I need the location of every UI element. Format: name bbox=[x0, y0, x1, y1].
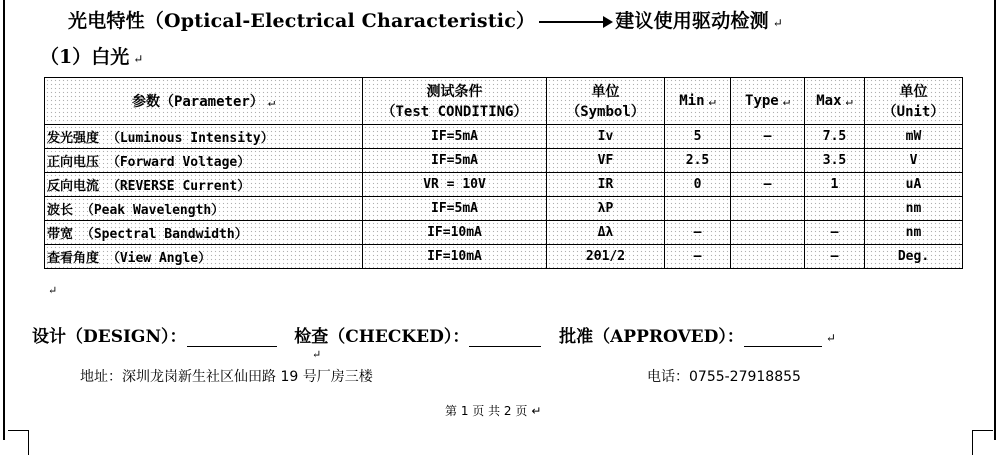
checked-label: 检查（CHECKED）： bbox=[294, 327, 470, 347]
cell-unit: uA bbox=[865, 173, 963, 197]
cell-min: 0 bbox=[665, 173, 731, 197]
cell-min: — bbox=[665, 245, 731, 269]
cell-min: 5 bbox=[665, 125, 731, 149]
cell-type: — bbox=[731, 125, 805, 149]
cell-condition: IF=5mA bbox=[363, 197, 547, 221]
cell-unit: mW bbox=[865, 125, 963, 149]
section-heading-text: （1）白光 bbox=[40, 46, 130, 68]
arrow-right-icon bbox=[539, 21, 611, 23]
cell-max: 7.5 bbox=[805, 125, 865, 149]
cell-max: — bbox=[805, 245, 865, 269]
cell-max: — bbox=[805, 221, 865, 245]
cell-type bbox=[731, 197, 805, 221]
approved-field[interactable] bbox=[744, 328, 822, 347]
cell-symbol: Iv bbox=[547, 125, 665, 149]
table-row bbox=[45, 221, 963, 245]
cell-max bbox=[805, 197, 865, 221]
characteristics-table bbox=[44, 77, 963, 269]
table-row bbox=[45, 245, 963, 269]
footer-phone: 电话：0755-27918855 bbox=[647, 369, 801, 385]
footer-address: 地址：深圳龙岗新生社区仙田路 19 号厂房三楼 bbox=[80, 369, 373, 385]
cell-unit: Deg. bbox=[865, 245, 963, 269]
header-min: Min ↵ bbox=[665, 78, 731, 125]
cell-condition: IF=5mA bbox=[363, 125, 547, 149]
cell-symbol: VF bbox=[547, 149, 665, 173]
paragraph-mark-icon: ↵ bbox=[133, 52, 144, 66]
table-row bbox=[45, 197, 963, 221]
cell-condition: IF=10mA bbox=[363, 245, 547, 269]
page-left-border bbox=[3, 0, 5, 440]
cell-condition: VR = 10V bbox=[363, 173, 547, 197]
cell-min: — bbox=[665, 221, 731, 245]
header-parameter: 参数（Parameter） ↵ bbox=[45, 78, 363, 125]
title-suffix: 建议使用驱动检测 bbox=[615, 10, 769, 32]
cell-unit: nm bbox=[865, 221, 963, 245]
approved-label: 批准（APPROVED）： bbox=[559, 327, 744, 347]
design-field[interactable] bbox=[187, 328, 277, 347]
header-max: Max ↵ bbox=[805, 78, 865, 125]
cell-type: — bbox=[731, 173, 805, 197]
cell-min bbox=[665, 197, 731, 221]
cell-condition: IF=5mA bbox=[363, 149, 547, 173]
header-test-condition: 测试条件 （Test CONDITING） bbox=[363, 78, 547, 125]
cell-param: 查看角度 （View Angle） bbox=[45, 245, 363, 269]
table-row bbox=[45, 125, 963, 149]
cell-symbol: 2θ1/2 bbox=[547, 245, 665, 269]
cell-param: 正向电压 （Forward Voltage） bbox=[45, 149, 363, 173]
document-title bbox=[68, 6, 783, 33]
cell-param: 带宽 （Spectral Bandwidth） bbox=[45, 221, 363, 245]
cell-symbol: IR bbox=[547, 173, 665, 197]
header-unit: 单位 （Unit） bbox=[865, 78, 963, 125]
paragraph-mark-icon: ↵ bbox=[312, 348, 322, 361]
paragraph-mark-icon: ↵ bbox=[772, 16, 784, 30]
header-symbol: 单位 （Symbol） bbox=[547, 78, 665, 125]
section-heading bbox=[40, 42, 143, 69]
page-corner-mark-left bbox=[8, 430, 29, 455]
signature-line bbox=[32, 322, 836, 347]
page-corner-mark-right bbox=[972, 430, 993, 455]
paragraph-mark-icon: ↵ bbox=[825, 331, 836, 345]
table-header-row bbox=[45, 78, 963, 125]
cell-max: 1 bbox=[805, 173, 865, 197]
cell-param: 波长 （Peak Wavelength） bbox=[45, 197, 363, 221]
cell-unit: nm bbox=[865, 197, 963, 221]
page-right-border bbox=[994, 0, 996, 440]
cell-type bbox=[731, 221, 805, 245]
cell-symbol: λP bbox=[547, 197, 665, 221]
page-number: 第 1 页 共 2 页 ↵ bbox=[445, 404, 542, 418]
cell-type bbox=[731, 149, 805, 173]
cell-symbol: Δλ bbox=[547, 221, 665, 245]
checked-field[interactable] bbox=[469, 328, 541, 347]
title-text: 光电特性（Optical-Electrical Characteristic） bbox=[68, 10, 536, 32]
cell-unit: V bbox=[865, 149, 963, 173]
paragraph-mark-icon: ↵ bbox=[48, 284, 58, 297]
design-label: 设计（DESIGN）： bbox=[32, 327, 187, 347]
cell-param: 反向电流 （REVERSE Current） bbox=[45, 173, 363, 197]
header-type: Type ↵ bbox=[731, 78, 805, 125]
cell-min: 2.5 bbox=[665, 149, 731, 173]
cell-type bbox=[731, 245, 805, 269]
cell-max: 3.5 bbox=[805, 149, 865, 173]
table-row bbox=[45, 173, 963, 197]
cell-param: 发光强度 （Luminous Intensity） bbox=[45, 125, 363, 149]
cell-condition: IF=10mA bbox=[363, 221, 547, 245]
table-row bbox=[45, 149, 963, 173]
